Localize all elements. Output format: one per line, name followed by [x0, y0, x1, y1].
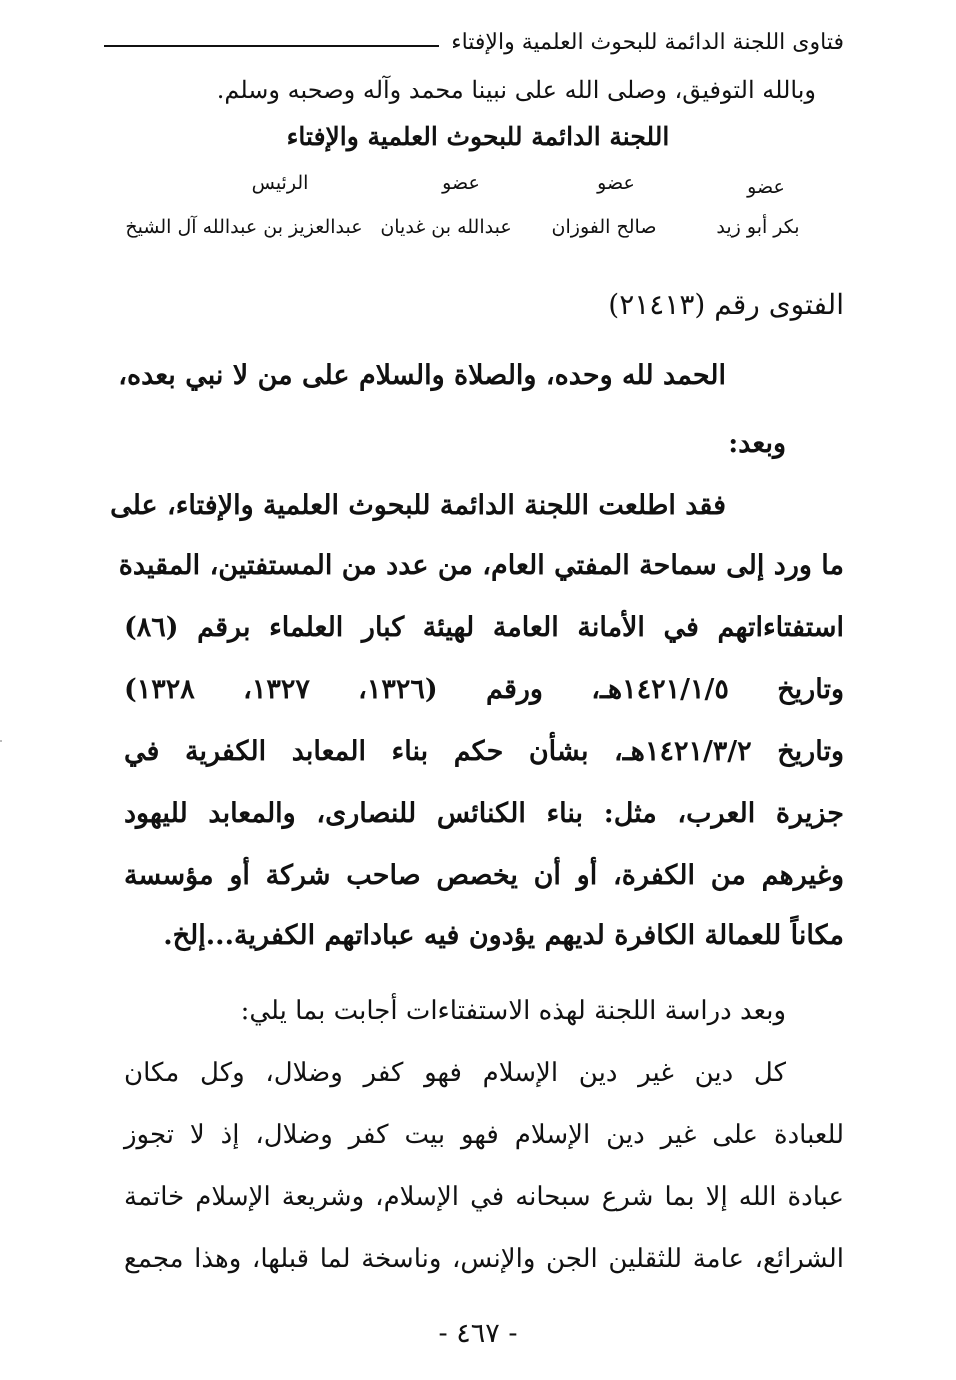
opening-line: وبعد:: [728, 428, 786, 459]
opening-line: الحمد لله وحده، والصلاة والسلام على من لا نبي بعده،: [118, 360, 726, 391]
question-line: ما ورد إلى سماحة المفتي العام، من عدد من المستفتين، المقيدة: [118, 550, 844, 581]
signatory-title: الرئيس: [251, 172, 309, 194]
question-line: مكاناً للعمالة الكافرة لديهم يؤدون فيه عباداتهم الكفرية...إلخ.: [163, 920, 844, 951]
question-line: استفتاءاتهم في الأمانة العامة لهيئة كبار العلماء برقم (٨٦): [124, 612, 844, 643]
signatory-name: عبدالله بن غديان: [380, 216, 512, 238]
page-number: - ٤٦٧ -: [438, 1318, 518, 1349]
scan-mark: [0, 740, 2, 742]
signatory-name: عبدالعزيز بن عبدالله آل الشيخ: [125, 216, 363, 238]
signatory-name: صالح الفوزان: [551, 216, 657, 238]
closing-line: وبالله التوفيق، وصلى الله على نبينا محمد وآله وصحبه وسلم.: [216, 76, 816, 104]
running-title: فتاوى اللجنة الدائمة للبحوث العلمية والإفتاء: [451, 29, 844, 55]
answer-line: عبادة الله إلا بما شرع سبحانه في الإسلام، وشريعة الإسلام خاتمة: [124, 1182, 844, 1212]
committee-name: اللجنة الدائمة للبحوث العلمية والإفتاء: [286, 122, 670, 151]
signatory-title: عضو: [597, 172, 635, 194]
signatory-name: بكر أبو زيد: [716, 216, 800, 238]
fatwa-number: الفتوى رقم (٢١٤١٣): [608, 288, 844, 321]
header-rule: [104, 45, 439, 47]
question-line: جزيرة العرب، مثل: بناء الكنائس للنصارى، والمعابد لليهود: [124, 798, 844, 829]
answer-line: كل دين غير دين الإسلام فهو كفر وضلال، وكل مكان: [124, 1058, 786, 1088]
signatory-title: عضو: [442, 172, 480, 194]
signatory-title: عضو: [747, 176, 785, 198]
answer-line: الشرائع، عامة للثقلين الجن والإنس، وناسخة لما قبلها، وهذا مجمع: [124, 1244, 844, 1274]
question-line: وتاريخ ١٤٢١/٣/٢هـ، بشأن حكم بناء المعابد الكفرية في: [124, 736, 844, 767]
answer-line: للعبادة على غير دين الإسلام فهو بيت كفر وضلال، إذ لا تجوز: [124, 1120, 844, 1150]
question-line: وغيرهم من الكفرة، أو أن يخصص صاحب شركة أو مؤسسة: [124, 860, 844, 891]
page-header: [104, 22, 844, 62]
question-line: فقد اطلعت اللجنة الدائمة للبحوث العلمية والإفتاء، على: [110, 490, 726, 521]
answer-intro: وبعد دراسة اللجنة لهذه الاستفتاءات أجابت بما يلي:: [240, 996, 786, 1026]
question-line: وتاريخ ١٤٢١/١/٥هـ، ورقم (١٣٢٦، ١٣٢٧، ١٣٢٨): [124, 674, 844, 705]
